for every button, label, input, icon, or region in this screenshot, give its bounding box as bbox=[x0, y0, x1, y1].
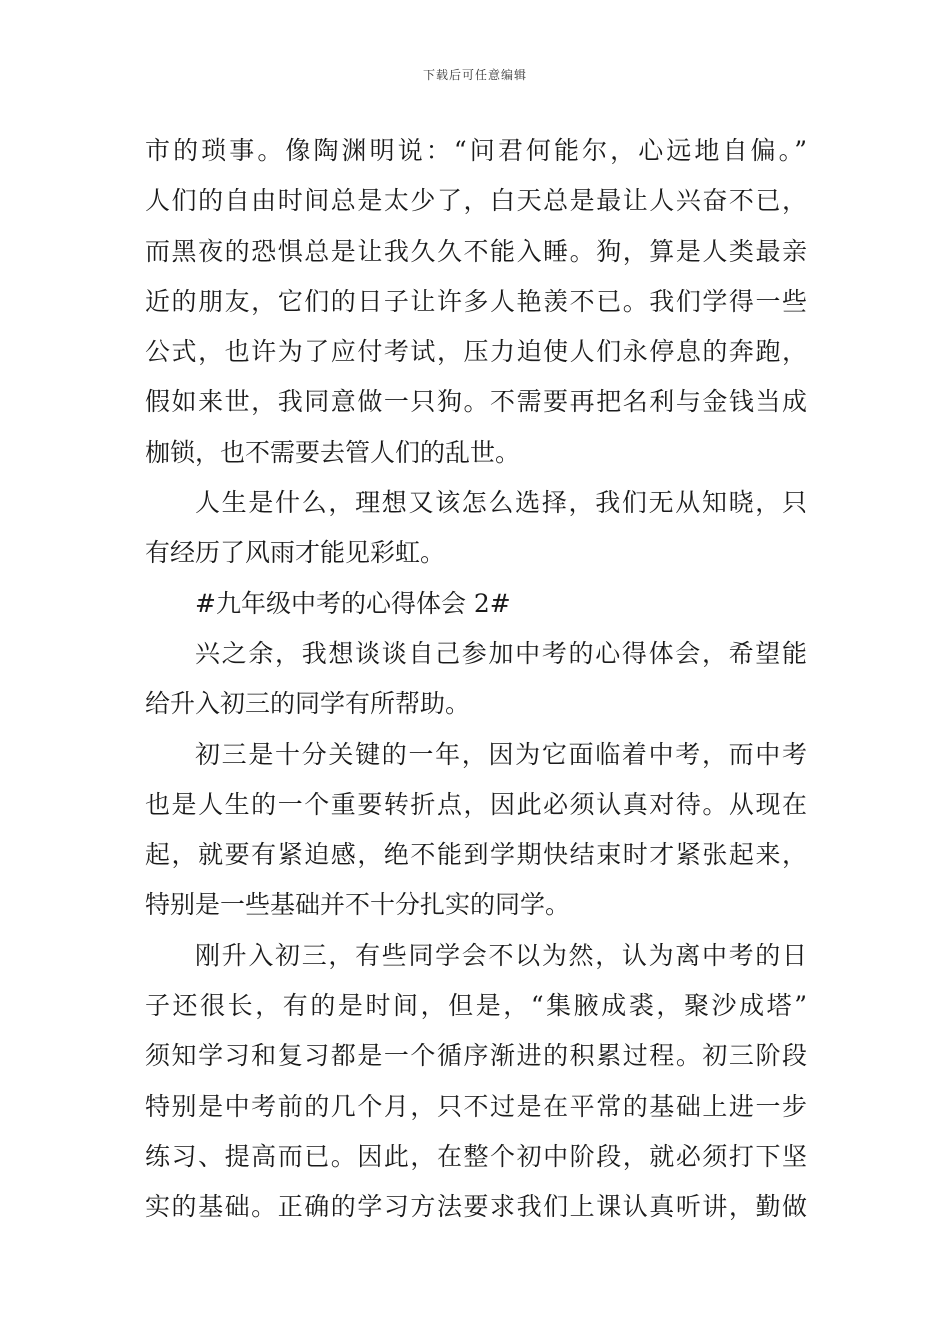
text-line: 兴之余，我想谈谈自己参加中考的心得体会，希望能 bbox=[195, 638, 807, 668]
text-line: 特别是中考前的几个月，只不过是在平常的基础上进一步 bbox=[145, 1091, 807, 1121]
text-line: 人生是什么，理想又该怎么选择，我们无从知晓，只 bbox=[195, 488, 807, 518]
text-line: 特别是一些基础并不十分扎实的同学。 bbox=[145, 890, 571, 920]
document-body bbox=[145, 126, 807, 1233]
text-line: 初三是十分关键的一年，因为它面临着中考，而中考 bbox=[195, 739, 807, 769]
text-line: 市的琐事。像陶渊明说：“问君何能尔，心远地自偏。” bbox=[145, 136, 807, 165]
text-line: 须知学习和复习都是一个循序渐进的积累过程。初三阶段 bbox=[145, 1041, 807, 1071]
text-line: 子还很长，有的是时间，但是，“集腋成裘，聚沙成塔” bbox=[145, 991, 807, 1021]
text-line: 人们的自由时间总是太少了，白天总是最让人兴奋不已， bbox=[145, 186, 807, 216]
text-line: 练习、提高而已。因此，在整个初中阶段，就必须打下坚 bbox=[145, 1141, 807, 1171]
text-line: 枷锁，也不需要去管人们的乱世。 bbox=[145, 437, 521, 467]
text-line: 有经历了风雨才能见彩虹。 bbox=[145, 538, 446, 568]
text-line: 起，就要有紧迫感，绝不能到学期快结束时才紧张起来， bbox=[145, 840, 807, 870]
text-line: 而黑夜的恐惧总是让我久久不能入睡。狗，算是人类最亲 bbox=[145, 236, 807, 266]
text-line: 也是人生的一个重要转折点，因此必须认真对待。从现在 bbox=[145, 789, 807, 819]
text-line: 给升入初三的同学有所帮助。 bbox=[145, 689, 471, 719]
text-line: 近的朋友，它们的日子让许多人艳羡不已。我们学得一些 bbox=[145, 286, 807, 316]
text-line: 假如来世，我同意做一只狗。不需要再把名利与金钱当成 bbox=[145, 387, 807, 417]
page-header: 下载后可任意编辑 bbox=[422, 68, 527, 82]
text-line: 实的基础。正确的学习方法要求我们上课认真听讲，勤做 bbox=[145, 1192, 807, 1222]
text-line: 公式，也许为了应付考试，压力迫使人们永停息的奔跑， bbox=[145, 337, 807, 367]
text-line: #九年级中考的心得体会 2# bbox=[195, 588, 511, 618]
text-line: 刚升入初三，有些同学会不以为然，认为离中考的日 bbox=[195, 940, 807, 970]
